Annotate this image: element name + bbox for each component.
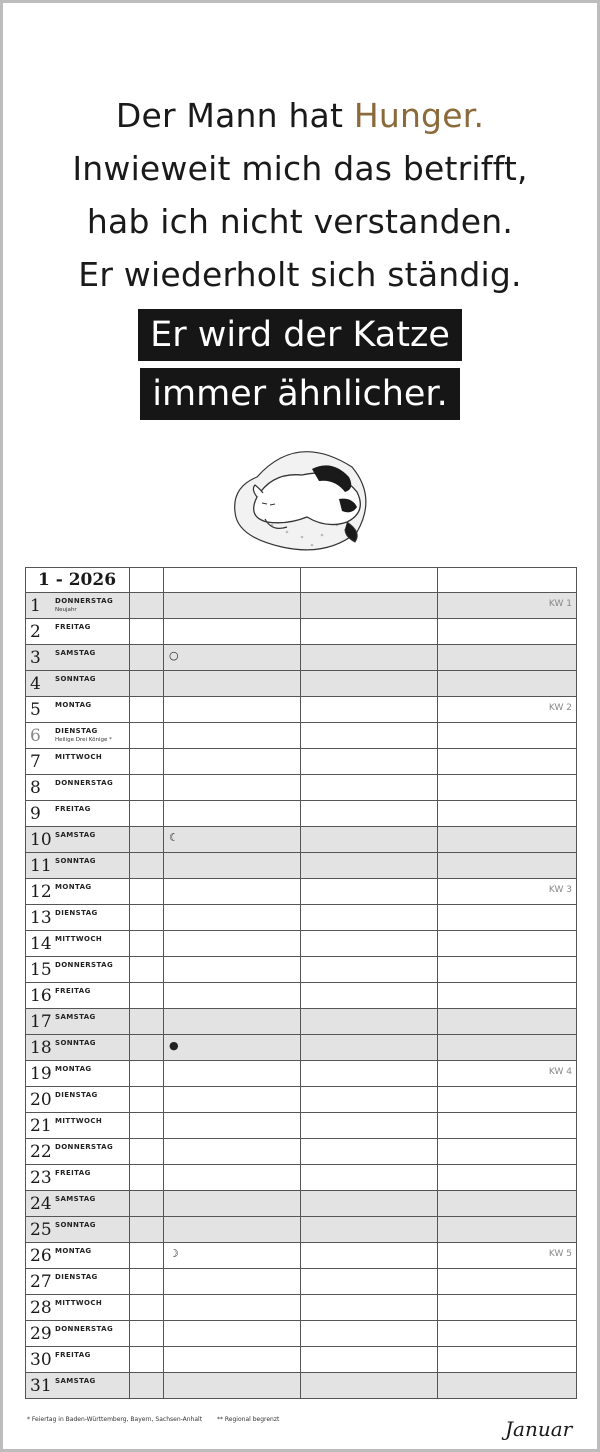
quote-line-3: hab ich nicht verstanden. [86,202,514,241]
day-label-cell [26,983,130,1009]
notes-cell[interactable] [130,619,164,645]
person-column-1-cell[interactable] [164,853,301,879]
person-column-3-cell[interactable] [438,723,577,749]
notes-cell[interactable] [130,931,164,957]
person-column-2-cell[interactable] [301,671,438,697]
weekday-name: DONNERSTAG [55,779,114,787]
calendar-day-row [26,879,577,905]
weekday-name: MONTAG [55,883,92,891]
person-column-3-cell[interactable] [438,749,577,775]
quote-line-4: Er wiederholt sich ständig. [78,255,522,294]
person-column-1-cell[interactable] [164,801,301,827]
notes-cell[interactable] [130,723,164,749]
person-column-1-cell[interactable] [164,1139,301,1165]
notes-cell[interactable] [130,879,164,905]
day-number: 14 [30,934,52,954]
day-label-cell [26,723,130,749]
weekday-name: MITTWOCH [55,1299,103,1307]
calendar-header-row [26,568,577,593]
day-number: 8 [30,778,41,798]
quote-accent-word: Hunger. [353,96,485,135]
calendar-day-row [26,593,577,619]
calendar-day-row [26,749,577,775]
weekday-name: SONNTAG [55,857,96,865]
person-column-1-cell[interactable] [164,931,301,957]
person-column-2-cell[interactable] [301,957,438,983]
person-column-3-cell[interactable] [438,1217,577,1243]
person-column-2-cell[interactable] [301,905,438,931]
day-number: 25 [30,1220,52,1240]
person-column-1-cell[interactable] [164,1347,301,1373]
day-label-cell [26,905,130,931]
notes-cell[interactable] [130,1243,164,1269]
weekday-name: MITTWOCH [55,1117,103,1125]
person-column-1-cell[interactable] [164,697,301,723]
person-column-2-cell[interactable] [301,853,438,879]
person-column-1-cell[interactable] [164,619,301,645]
person-column-3-cell[interactable] [438,1139,577,1165]
day-label-cell [26,879,130,905]
person-column-1-cell[interactable] [164,1269,301,1295]
day-label-cell [26,1217,130,1243]
person-column-1-cell[interactable] [164,957,301,983]
notes-cell[interactable] [130,749,164,775]
day-label-cell [26,1009,130,1035]
person-column-3-cell[interactable] [438,827,577,853]
notes-cell[interactable] [130,1113,164,1139]
calendar-day-row [26,723,577,749]
person-column-1-cell[interactable] [164,1321,301,1347]
weekday-name: SONNTAG [55,1039,96,1047]
person-column-3-cell[interactable] [438,931,577,957]
weekday-name: SONNTAG [55,1221,96,1229]
weekday-name: MONTAG [55,1065,92,1073]
day-label-cell [26,1347,130,1373]
person-column-2-cell[interactable] [301,645,438,671]
footnote-regional-limited: ** Regional begrenzt [217,1416,280,1423]
notes-cell[interactable] [130,697,164,723]
person-column-3-cell[interactable] [438,1165,577,1191]
person-column-3-cell[interactable] [438,1321,577,1347]
day-number: 7 [30,752,41,772]
calendar-day-row [26,1191,577,1217]
person-column-2-cell[interactable] [301,1243,438,1269]
day-number: 2 [30,622,41,642]
day-number: 10 [30,830,52,850]
person-column-3-cell[interactable] [438,801,577,827]
weekday-name: FREITAG [55,805,91,813]
weekday-name: SAMSTAG [55,1195,96,1203]
person-column-3-cell[interactable] [438,775,577,801]
weekday-name: SONNTAG [55,675,96,683]
person-column-2-cell[interactable] [301,1165,438,1191]
person-column-3-cell[interactable] [438,1191,577,1217]
day-label-cell [26,749,130,775]
calendar-day-row [26,1009,577,1035]
person-column-1-cell[interactable] [164,1035,301,1061]
person-column-3-cell[interactable] [438,593,577,619]
notes-cell[interactable] [130,1217,164,1243]
calendar-day-row [26,1061,577,1087]
day-number: 11 [30,856,52,876]
person-column-1-cell[interactable] [164,593,301,619]
person-column-3-cell[interactable] [438,671,577,697]
person-column-1-cell[interactable] [164,1295,301,1321]
person-column-3-cell[interactable] [438,1009,577,1035]
quote-line-2: Inwieweit mich das betrifft, [72,149,528,188]
calendar-day-row [26,1295,577,1321]
day-number: 30 [30,1350,52,1370]
calendar-day-row [26,905,577,931]
calendar-day-row [26,957,577,983]
person-column-3-cell[interactable] [438,853,577,879]
person-column-2-cell[interactable] [301,1295,438,1321]
weekday-name: MONTAG [55,1247,92,1255]
person-column-3-cell[interactable] [438,1113,577,1139]
person-column-1-cell[interactable] [164,1009,301,1035]
person-column-1-cell[interactable] [164,671,301,697]
day-number: 12 [30,882,52,902]
person-column-3-cell[interactable] [438,1373,577,1399]
person-column-3-cell[interactable] [438,1295,577,1321]
day-number: 6 [30,726,41,746]
person-column-2-cell[interactable] [301,723,438,749]
day-label-cell [26,1035,130,1061]
person-column-1-cell[interactable] [164,1243,301,1269]
day-label-cell [26,1165,130,1191]
notes-cell[interactable] [130,1087,164,1113]
calendar-day-row [26,827,577,853]
person-column-1-cell[interactable] [164,1165,301,1191]
notes-cell[interactable] [130,671,164,697]
person-column-3-cell[interactable] [438,1243,577,1269]
moon-phase-icon: ● [169,1039,179,1052]
day-label-cell [26,1113,130,1139]
calendar-day-row [26,1347,577,1373]
person-column-3-cell[interactable] [438,1061,577,1087]
day-label-cell [26,853,130,879]
person-column-2-cell[interactable] [301,1113,438,1139]
calendar-week-label: KW 3 [548,885,572,895]
person-column-3-cell[interactable] [438,983,577,1009]
person-column-2-cell[interactable] [301,1061,438,1087]
person-column-2-cell[interactable] [301,1035,438,1061]
day-label-cell [26,1321,130,1347]
calendar-week-label: KW 4 [548,1067,572,1077]
calendar-day-row [26,671,577,697]
notes-cell[interactable] [130,1295,164,1321]
day-number: 15 [30,960,52,980]
day-label-cell [26,593,130,619]
calendar-day-row [26,1035,577,1061]
weekday-name: SAMSTAG [55,831,96,839]
person-column-1-cell[interactable] [164,1113,301,1139]
day-label-cell [26,957,130,983]
calendar-day-row [26,1321,577,1347]
person-column-1-cell[interactable] [164,775,301,801]
day-label-cell [26,1061,130,1087]
month-year-label: 1 - 2026 [26,568,130,593]
person-column-2-cell[interactable] [301,801,438,827]
person-column-1-cell[interactable] [164,1087,301,1113]
person-column-3-cell[interactable] [438,879,577,905]
moon-phase-icon: ☽ [169,1247,179,1260]
calendar-day-row [26,645,577,671]
notes-cell[interactable] [130,593,164,619]
weekday-name: FREITAG [55,1169,91,1177]
calendar-day-row [26,801,577,827]
day-number: 20 [30,1090,52,1110]
day-label-cell [26,697,130,723]
weekday-name: DIENSTAG [55,1091,98,1099]
weekday-name: FREITAG [55,1351,91,1359]
day-number: 26 [30,1246,52,1266]
notes-cell[interactable] [130,775,164,801]
moon-phase-icon: ☾ [169,831,179,844]
person-column-2-cell[interactable] [301,931,438,957]
person-column-2-cell[interactable] [301,1269,438,1295]
header-cell [130,568,164,593]
notes-cell[interactable] [130,1009,164,1035]
notes-cell[interactable] [130,853,164,879]
calendar-grid [25,567,577,1399]
day-number: 19 [30,1064,52,1084]
person-column-3-cell[interactable] [438,905,577,931]
calendar-day-row [26,619,577,645]
calendar-day-row [26,931,577,957]
calendar-week-label: KW 1 [548,599,572,609]
person-column-2-cell[interactable] [301,1191,438,1217]
weekday-name: DIENSTAG [55,909,98,917]
person-column-1-cell[interactable] [164,983,301,1009]
weekday-name: DONNERSTAG [55,597,114,605]
person-column-1-cell[interactable] [164,1061,301,1087]
notes-cell[interactable] [130,1139,164,1165]
person-column-1-cell[interactable] [164,749,301,775]
moon-phase-icon: ○ [169,649,179,662]
day-number: 27 [30,1272,52,1292]
calendar-week-label: KW 5 [548,1249,572,1259]
day-number: 24 [30,1194,52,1214]
day-number: 22 [30,1142,52,1162]
calendar-day-row [26,1243,577,1269]
person-column-2-cell[interactable] [301,749,438,775]
day-number: 29 [30,1324,52,1344]
weekday-name: SAMSTAG [55,1013,96,1021]
sleeping-cat-illustration [227,437,377,557]
day-number: 18 [30,1038,52,1058]
holiday-name: Heilige Drei Könige * [55,737,112,743]
notes-cell[interactable] [130,905,164,931]
person-column-2-cell[interactable] [301,1217,438,1243]
calendar-day-row [26,1113,577,1139]
weekday-name: FREITAG [55,623,91,631]
notes-cell[interactable] [130,1347,164,1373]
weekday-name: DONNERSTAG [55,961,114,969]
person-column-2-cell[interactable] [301,1373,438,1399]
day-number: 21 [30,1116,52,1136]
day-number: 31 [30,1376,52,1396]
weekday-name: MONTAG [55,701,92,709]
day-label-cell [26,801,130,827]
calendar-day-row [26,853,577,879]
notes-cell[interactable] [130,983,164,1009]
notes-cell[interactable] [130,1373,164,1399]
person-column-3-cell[interactable] [438,645,577,671]
day-label-cell [26,645,130,671]
calendar-day-row [26,775,577,801]
calendar-day-row [26,1139,577,1165]
day-label-cell [26,1191,130,1217]
person-column-2-cell[interactable] [301,1347,438,1373]
calendar-day-row [26,983,577,1009]
day-label-cell [26,1243,130,1269]
day-number: 28 [30,1298,52,1318]
day-label-cell [26,1295,130,1321]
calendar-day-row [26,1373,577,1399]
notes-cell[interactable] [130,827,164,853]
notes-cell[interactable] [130,645,164,671]
weekday-name: DONNERSTAG [55,1325,114,1333]
person-column-3-cell[interactable] [438,697,577,723]
header-cell [438,568,577,593]
person-column-3-cell[interactable] [438,619,577,645]
person-column-1-cell[interactable] [164,879,301,905]
notes-cell[interactable] [130,801,164,827]
person-column-1-cell[interactable] [164,723,301,749]
person-column-3-cell[interactable] [438,957,577,983]
day-label-cell [26,1139,130,1165]
calendar-day-row [26,1087,577,1113]
header-cell [301,568,438,593]
person-column-2-cell[interactable] [301,983,438,1009]
person-column-2-cell[interactable] [301,619,438,645]
weekday-name: MITTWOCH [55,753,103,761]
punchline-line-2: immer ähnlicher. [3,368,597,420]
person-column-3-cell[interactable] [438,1347,577,1373]
day-label-cell [26,671,130,697]
person-column-2-cell[interactable] [301,1009,438,1035]
notes-cell[interactable] [130,1035,164,1061]
calendar-week-label: KW 2 [548,703,572,713]
person-column-2-cell[interactable] [301,827,438,853]
day-label-cell [26,1087,130,1113]
person-column-2-cell[interactable] [301,1139,438,1165]
day-number: 13 [30,908,52,928]
person-column-1-cell[interactable] [164,905,301,931]
person-column-2-cell[interactable] [301,775,438,801]
month-name-signature: Januar [505,1417,573,1441]
person-column-2-cell[interactable] [301,697,438,723]
weekday-name: SAMSTAG [55,649,96,657]
person-column-3-cell[interactable] [438,1035,577,1061]
person-column-2-cell[interactable] [301,879,438,905]
quote-text [3,89,597,301]
weekday-name: MITTWOCH [55,935,103,943]
day-number: 4 [30,674,41,694]
header-cell [164,568,301,593]
notes-cell[interactable] [130,1269,164,1295]
holiday-name: Neujahr [55,607,77,613]
day-label-cell [26,1269,130,1295]
calendar-day-row [26,1269,577,1295]
person-column-1-cell[interactable] [164,827,301,853]
day-number: 23 [30,1168,52,1188]
calendar-day-row [26,697,577,723]
day-number: 16 [30,986,52,1006]
day-number: 17 [30,1012,52,1032]
quote-line-1: Der Mann hat Hunger. [115,96,485,135]
day-label-cell [26,775,130,801]
person-column-1-cell[interactable] [164,1217,301,1243]
day-label-cell [26,931,130,957]
punchline-line-1: Er wird der Katze [3,309,597,361]
day-number: 3 [30,648,41,668]
person-column-2-cell[interactable] [301,1321,438,1347]
calendar-page [3,3,597,1449]
day-number: 5 [30,700,41,720]
weekday-name: DONNERSTAG [55,1143,114,1151]
day-label-cell [26,827,130,853]
person-column-2-cell[interactable] [301,1087,438,1113]
notes-cell[interactable] [130,1165,164,1191]
notes-cell[interactable] [130,1061,164,1087]
person-column-1-cell[interactable] [164,645,301,671]
person-column-3-cell[interactable] [438,1087,577,1113]
weekday-name: FREITAG [55,987,91,995]
calendar-day-row [26,1217,577,1243]
day-number: 1 [30,596,41,616]
footnote-regional-holiday: * Feiertag in Baden-Württemberg, Bayern, Sachsen-Anhalt [27,1416,203,1423]
notes-cell[interactable] [130,1321,164,1347]
person-column-3-cell[interactable] [438,1269,577,1295]
person-column-2-cell[interactable] [301,593,438,619]
notes-cell[interactable] [130,1191,164,1217]
day-label-cell [26,619,130,645]
weekday-name: DIENSTAG [55,1273,98,1281]
day-number: 9 [30,804,41,824]
weekday-name: SAMSTAG [55,1377,96,1385]
notes-cell[interactable] [130,957,164,983]
weekday-name: DIENSTAG [55,727,98,735]
person-column-1-cell[interactable] [164,1373,301,1399]
day-label-cell [26,1373,130,1399]
person-column-1-cell[interactable] [164,1191,301,1217]
calendar-day-row [26,1165,577,1191]
